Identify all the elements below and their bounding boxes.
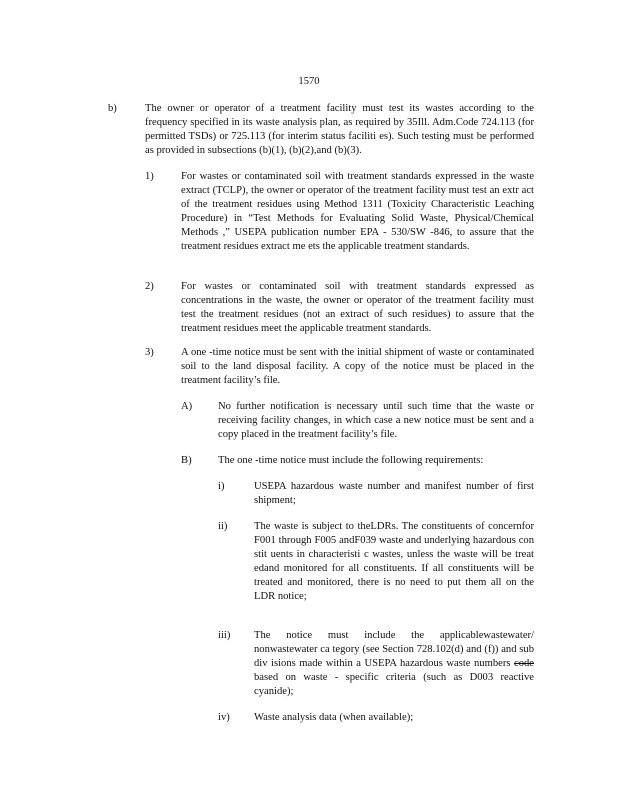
item-iv-text: Waste analysis data (when available);	[254, 712, 414, 723]
paragraph-3-label: 3)	[145, 347, 154, 358]
item-i-text: USEPA hazardous waste number and manifest number of first shipment;	[254, 481, 534, 507]
paragraph-1-text: For wastes or contaminated soil with treatment standards expressed in the waste extract (TCLP), the owner or operator of the treatment facility must test an extr act of the treatment residues using Method 1311 (Toxicity Characteristic Leaching Procedure) in “Test Methods for Evaluating Solid Waste, Physical/Chemical Methods ,” USEPA publication number EPA - 530/SW -846, to assure that the treatment residues extract me ets the applicable treatment standards.	[181, 171, 534, 253]
subparagraph-b-text: The one -time notice must include the following requirements:	[218, 455, 484, 466]
page-number: 1570	[298, 76, 320, 87]
item-iv-label: iv)	[218, 712, 230, 723]
subparagraph-a-text: No further notification is necessary until such time that the waste or receiving facility changes, in which case a new notice must be sent and a copy placed in the treatment facility’s file.	[218, 401, 534, 441]
item-iii-label: iii)	[218, 630, 231, 641]
paragraph-2-label: 2)	[145, 281, 154, 292]
subparagraph-b-label: B)	[181, 455, 192, 466]
item-ii-text: The waste is subject to theLDRs. The constituents of concernfor F001 through F005 andF039 waste and underlying hazardous con stit uents in characteristi c wastes, unless the waste will be treat edand monitored for all constituents. If all constituents will be treated and monitored, there is no need to put them all on the LDR notice;	[254, 521, 534, 603]
paragraph-2-text: For wastes or contaminated soil with treatment standards expressed as concentrations in the waste, the owner or operator of the treatment facility must test the treatment residues (not an extract of such residues) to assure that the treatment residues meet the applicable treatment standards.	[181, 281, 534, 335]
item-i-label: i)	[218, 481, 225, 492]
paragraph-3-text: A one -time notice must be sent with the initial shipment of waste or contaminated soil to the land disposal facility. A copy of the notice must be placed in the treatment facility’s file.	[181, 347, 534, 387]
item-iii-text	[254, 629, 534, 699]
item-iii-text-after: based on waste - specific criteria (such as D003 reactive cyanide);	[254, 672, 534, 698]
subsection-b-label: b)	[108, 103, 117, 114]
paragraph-1-label: 1)	[145, 171, 154, 182]
subparagraph-a-label: A)	[181, 401, 193, 412]
item-ii-label: ii)	[218, 521, 228, 532]
item-iii-text-before: The notice must include the applicablewastewater/ nonwastewater ca tegory (see Section 728.102(d) and (f)) and sub div isions made within a USEPA hazardous waste numbers	[254, 630, 534, 670]
subsection-b-text: The owner or operator of a treatment facility must test its wastes according to the frequency specified in its waste analysis plan, as required by 35Ill. Adm.Code 724.113 (for permitted TSDs) or 725.113 (for interim status faciliti es). Such testing must be performed as provided in subsections (b)(1), (b)(2),and (b)(3).	[145, 103, 534, 157]
struck-text: code	[514, 658, 534, 670]
